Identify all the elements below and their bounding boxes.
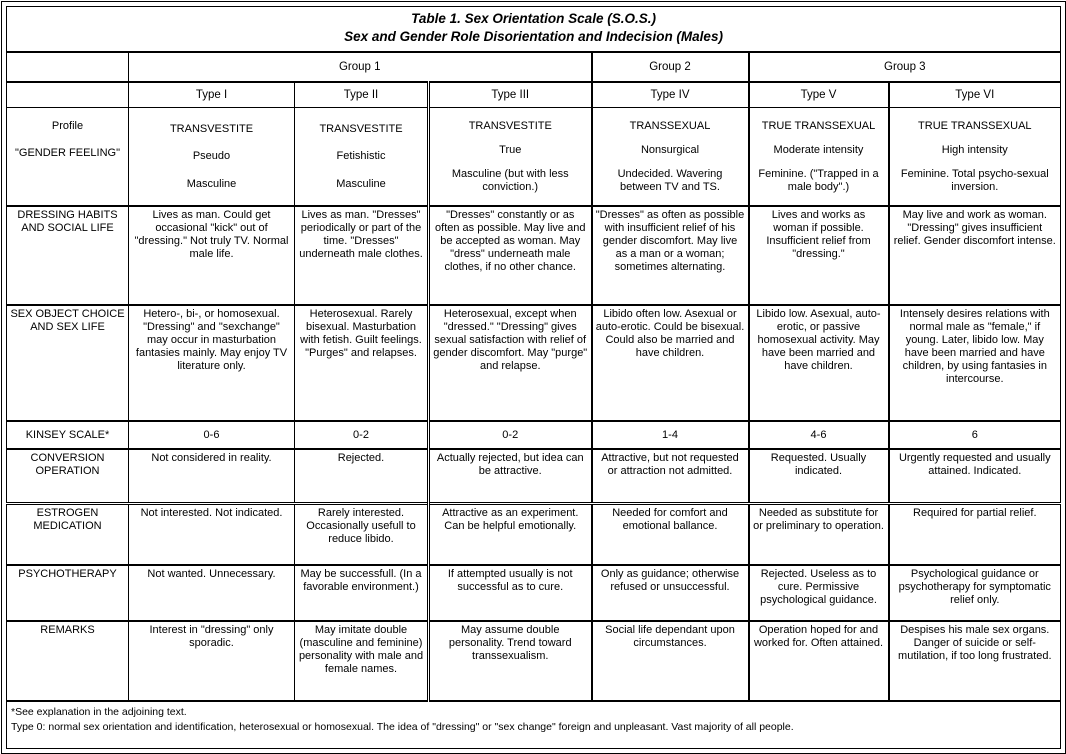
- table-title-line2: Sex and Gender Role Disorientation and Indecision (Males): [344, 29, 723, 45]
- row-label-kinsey: KINSEY SCALE*: [7, 421, 129, 449]
- cell-kinsey-type6: 6: [889, 421, 1061, 449]
- cell-estrogen-type4: Needed for comfort and emotional ballance.: [592, 504, 749, 566]
- row-label-estrogen: ESTROGEN MEDICATION: [7, 504, 129, 566]
- row-sex-object-choice: [7, 305, 1061, 421]
- footnote-line1: *See explanation in the adjoining text.: [11, 706, 187, 719]
- type-blank-cell: [7, 82, 129, 108]
- title-row: [7, 7, 1061, 53]
- row-estrogen-medication: [7, 504, 1061, 566]
- cell-sexobj-type1: Hetero-, bi-, or homosexual. "Dressing" and "sexchange" may occur in masturbation fantasies mainly. May enjoy TV literature only.: [129, 305, 295, 421]
- profile-label-line2: "GENDER FEELING": [15, 147, 120, 160]
- profile-line: Feminine. ("Trapped in a male body".): [758, 168, 879, 194]
- profile-line: Fetishistic: [336, 150, 386, 163]
- profile-cell-type3: [429, 108, 592, 207]
- cell-sexobj-type2: Heterosexual. Rarely bisexual. Masturbation with fetish. Guilt feelings. "Purges" and relapses.: [295, 305, 429, 421]
- cell-estrogen-type6: Required for partial relief.: [889, 504, 1061, 566]
- cell-dressing-type3: "Dresses" constantly or as often as possible. May live and be accepted as woman. May "dress" underneath male clothes, if no other chance.: [429, 206, 592, 305]
- corner-blank-cell: [7, 52, 129, 82]
- cell-remarks-type5: Operation hoped for and worked for. Often attained.: [749, 621, 889, 701]
- row-conversion-operation: [7, 449, 1061, 504]
- row-label-psychotherapy: PSYCHOTHERAPY: [7, 565, 129, 621]
- profile-stack: [753, 108, 885, 205]
- type-header-4: Type IV: [592, 82, 749, 108]
- row-label-dressing: DRESSING HABITS AND SOCIAL LIFE: [7, 206, 129, 305]
- cell-conversion-type4: Attractive, but not requested or attraction not admitted.: [592, 449, 749, 504]
- profile-cell-type5: [749, 108, 889, 207]
- type-header-6: Type VI: [889, 82, 1061, 108]
- cell-kinsey-type2: 0-2: [295, 421, 429, 449]
- cell-dressing-type4: "Dresses" as often as possible with insufficient relief of his gender discomfort. May live as a man or a woman; sometimes alternating.: [592, 206, 749, 305]
- profile-line: TRUE TRANSSEXUAL: [761, 119, 876, 132]
- profile-stack: [132, 108, 291, 205]
- profile-stack: [298, 108, 424, 205]
- type-header-5: Type V: [749, 82, 889, 108]
- profile-line: Masculine: [336, 177, 386, 190]
- cell-sexobj-type4: Libido often low. Asexual or auto-erotic. Could be bisexual. Could also be married and have children.: [592, 305, 749, 421]
- footnote-row: [7, 701, 1061, 749]
- row-label-conversion: CONVERSION OPERATION: [7, 449, 129, 504]
- row-label-remarks: REMARKS: [7, 621, 129, 701]
- cell-dressing-type6: May live and work as woman. "Dressing" gives insufficient relief. Gender discomfort intense.: [889, 206, 1061, 305]
- profile-line: TRANSSEXUAL: [629, 119, 711, 132]
- profile-line: High intensity: [941, 143, 1008, 156]
- cell-kinsey-type4: 1-4: [592, 421, 749, 449]
- profile-line: Feminine. Total psycho-sexual inversion.: [900, 168, 1049, 194]
- cell-kinsey-type1: 0-6: [129, 421, 295, 449]
- profile-line: Pseudo: [192, 150, 231, 163]
- row-label-sexobj: SEX OBJECT CHOICE AND SEX LIFE: [7, 305, 129, 421]
- type-header-3: Type III: [429, 82, 592, 108]
- profile-line: TRUE TRANSSEXUAL: [918, 119, 1032, 132]
- cell-remarks-type1: Interest in "dressing" only sporadic.: [129, 621, 295, 701]
- cell-sexobj-type5: Libido low. Asexual, auto-erotic, or passive homosexual activity. May have been married and have children.: [749, 305, 889, 421]
- profile-line: Moderate intensity: [773, 143, 864, 156]
- row-psychotherapy: [7, 565, 1061, 621]
- cell-remarks-type3: May assume double personality. Trend toward transsexualism.: [429, 621, 592, 701]
- profile-line: Undecided. Wavering between TV and TS.: [617, 168, 723, 194]
- cell-remarks-type6: Despises his male sex organs. Danger of suicide or self-mutilation, if too long frustrated.: [889, 621, 1061, 701]
- profile-line: TRANSVESTITE: [319, 122, 403, 135]
- table-title: [7, 7, 1061, 53]
- cell-dressing-type5: Lives and works as woman if possible. Insufficient relief from "dressing.": [749, 206, 889, 305]
- footnote-cell: [7, 701, 1061, 749]
- cell-conversion-type5: Requested. Usually indicated.: [749, 449, 889, 504]
- type-header-row: [7, 82, 1061, 108]
- cell-estrogen-type5: Needed as substitute for or preliminary to operation.: [749, 504, 889, 566]
- cell-conversion-type2: Rejected.: [295, 449, 429, 504]
- cell-psych-type3: If attempted usually is not successful as to cure.: [429, 565, 592, 621]
- profile-label-stack: [10, 108, 125, 205]
- cell-conversion-type6: Urgently requested and usually attained. Indicated.: [889, 449, 1061, 504]
- cell-kinsey-type5: 4-6: [749, 421, 889, 449]
- group-header-1: Group 1: [129, 52, 592, 82]
- cell-psych-type6: Psychological guidance or psychotherapy for symptomatic relief only.: [889, 565, 1061, 621]
- cell-remarks-type2: May imitate double (masculine and feminine) personality with male and female names.: [295, 621, 429, 701]
- profile-line: Nonsurgical: [640, 143, 700, 156]
- type-header-1: Type I: [129, 82, 295, 108]
- row-dressing-habits: [7, 206, 1061, 305]
- type-header-2: Type II: [295, 82, 429, 108]
- cell-psych-type2: May be successfull. (In a favorable environment.): [295, 565, 429, 621]
- cell-psych-type4: Only as guidance; otherwise refused or unsuccessful.: [592, 565, 749, 621]
- profile-line: Masculine (but with less conviction.): [451, 168, 569, 194]
- group-header-2: Group 2: [592, 52, 749, 82]
- table-frame: [1, 1, 1066, 754]
- cell-psych-type5: Rejected. Useless as to cure. Permissive psychological guidance.: [749, 565, 889, 621]
- profile-cell-type6: [889, 108, 1061, 207]
- profile-stack: [433, 108, 588, 205]
- cell-conversion-type3: Actually rejected, but idea can be attractive.: [429, 449, 592, 504]
- profile-stack: [596, 108, 745, 205]
- profile-row: [7, 108, 1061, 207]
- cell-dressing-type2: Lives as man. "Dresses" periodically or part of the time. "Dresses" underneath male clothes.: [295, 206, 429, 305]
- cell-conversion-type1: Not considered in reality.: [129, 449, 295, 504]
- group-header-row: [7, 52, 1061, 82]
- profile-line: Masculine: [186, 177, 237, 190]
- cell-estrogen-type2: Rarely interested. Occasionally usefull to reduce libido.: [295, 504, 429, 566]
- cell-estrogen-type3: Attractive as an experiment. Can be helpful emotionally.: [429, 504, 592, 566]
- profile-line: True: [499, 143, 522, 156]
- cell-remarks-type4: Social life dependant upon circumstances.: [592, 621, 749, 701]
- row-remarks: [7, 621, 1061, 701]
- profile-cell-type4: [592, 108, 749, 207]
- footnote-line2: Type 0: normal sex orientation and identification, heterosexual or homosexual. The idea of "dressing" or "sex change" foreign and unpleasant. Vast majority of all people.: [11, 720, 794, 733]
- profile-label-line1: Profile: [51, 120, 84, 133]
- table-title-line1: Table 1. Sex Orientation Scale (S.O.S.): [411, 11, 656, 26]
- row-label-profile: [7, 108, 129, 207]
- cell-sexobj-type3: Heterosexual, except when "dressed." "Dressing" gives sexual satisfaction with relief of gender discomfort. May "purge" and relapse.: [429, 305, 592, 421]
- cell-psych-type1: Not wanted. Unnecessary.: [129, 565, 295, 621]
- cell-kinsey-type3: 0-2: [429, 421, 592, 449]
- row-kinsey-scale: [7, 421, 1061, 449]
- profile-stack: [893, 108, 1058, 205]
- cell-sexobj-type6: Intensely desires relations with normal male as "female," if young. Later, libido low. May have been married and have children, by using fantasies in intercourse.: [889, 305, 1061, 421]
- profile-line: TRANSVESTITE: [169, 122, 254, 135]
- profile-cell-type2: [295, 108, 429, 207]
- sos-table: [6, 6, 1061, 749]
- profile-line: TRANSVESTITE: [468, 119, 552, 132]
- cell-dressing-type1: Lives as man. Could get occasional "kick" out of "dressing." Not truly TV. Normal male life.: [129, 206, 295, 305]
- group-header-3: Group 3: [749, 52, 1061, 82]
- profile-cell-type1: [129, 108, 295, 207]
- cell-estrogen-type1: Not interested. Not indicated.: [129, 504, 295, 566]
